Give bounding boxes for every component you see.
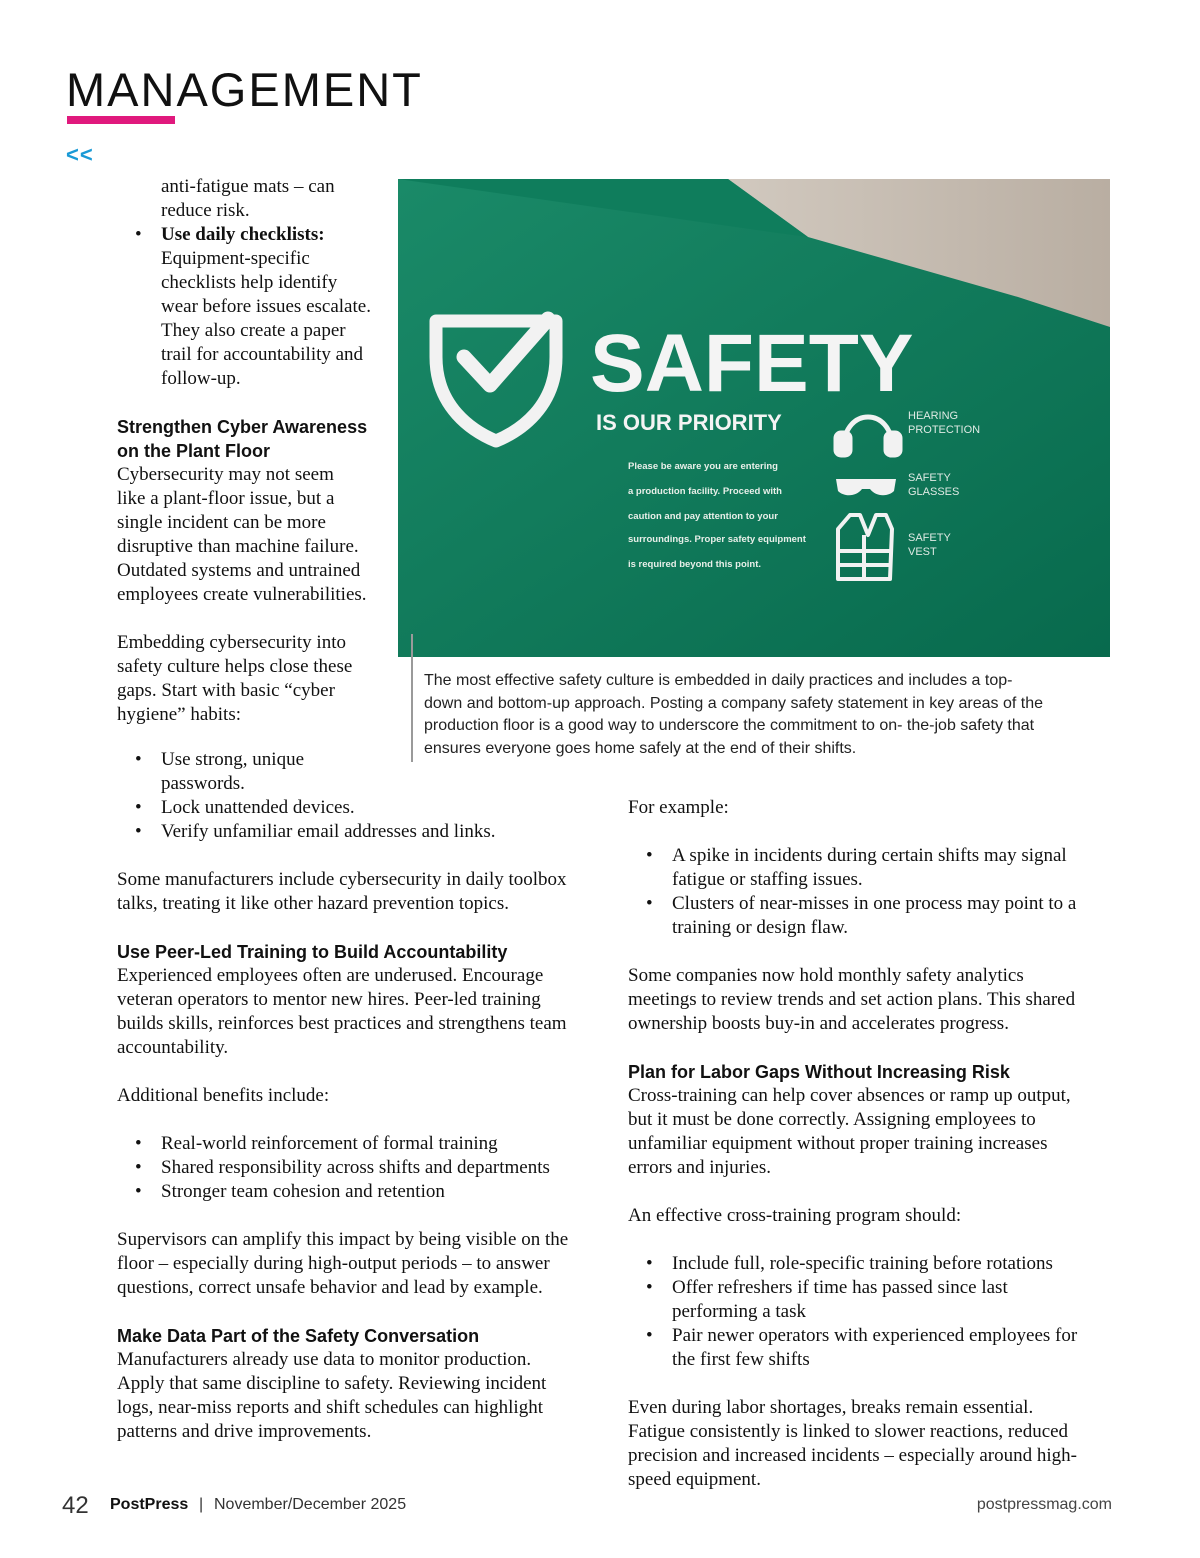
ppe-label: GLASSES [908, 486, 960, 498]
footer-separator: | [199, 1496, 204, 1513]
text-line: wear before issues escalate. [161, 296, 371, 317]
list-item: • A spike in incidents during certain shifts may signal fatigue or staffing issues. [628, 844, 1118, 892]
paragraph: Some manufacturers include cybersecurity in daily toolbox talks, treating it like other hazard prevention topics. [117, 869, 567, 914]
list-item: • Lock unattended devices. [117, 796, 597, 820]
subheading-data: Make Data Part of the Safety Conversation [117, 1326, 480, 1346]
ppe-label: HEARING [908, 410, 959, 422]
text-line: They also create a paper [161, 320, 346, 341]
sign-notice-line: Please be aware you are entering [628, 461, 778, 472]
sign-title: SAFETY [590, 318, 914, 409]
text-line: trail for accountability and [161, 344, 364, 365]
paragraph: Cybersecurity may not seem like a plant-floor issue, but a single incident can be more disruptive than machine failure. Outdated systems and untrained employees create vulnerabilities. [117, 464, 367, 605]
list-item [117, 223, 397, 391]
paragraph: An effective cross-training program should: [628, 1205, 962, 1226]
sign-notice-line: surroundings. Proper safety equipment [628, 534, 806, 545]
left-column-bottom [117, 748, 597, 1444]
sign-notice-line: is required beyond this point. [628, 559, 762, 570]
benefits-list [117, 1132, 597, 1204]
paragraph: Cross-training can help cover absences or ramp up output, but it must be done correctly. Assigning employees to unfamiliar equipment without proper training increases errors and injuries. [628, 1085, 1071, 1178]
sign-notice-line: a production facility. Proceed with [628, 486, 782, 497]
paragraph: Even during labor shortages, breaks remain essential. Fatigue consistently is linked to slower reactions, reduced precision and increased incidents – especially around high- speed equipment. [628, 1397, 1077, 1490]
text-line: follow-up. [161, 368, 241, 389]
list-item: • Shared responsibility across shifts and departments [117, 1156, 597, 1180]
text-line: checklists help identify [161, 272, 338, 293]
list-item: • Include full, role-specific training before rotations [628, 1252, 1118, 1276]
right-column [628, 796, 1118, 1492]
subheading-cyber: Strengthen Cyber Awareness on the Plant Floor [117, 417, 368, 461]
ppe-label: PROTECTION [908, 424, 981, 436]
photo-caption: The most effective safety culture is embedded in daily practices and includes a top- down and bottom-up approach. Posting a company safety statement in key areas of the production floor is a good way to underscore the commitment to on- the-job safety that ensures everyone goes home safely at the end of their shifts. [424, 672, 1044, 757]
subheading-peer-training: Use Peer-Led Training to Build Accountability [117, 942, 508, 962]
left-column-top [117, 175, 397, 727]
paragraph: Some companies now hold monthly safety analytics meetings to review trends and set action plans. This shared ownership boosts buy-in and accelerates progress. [628, 965, 1076, 1034]
list-item: • Clusters of near-misses in one process may point to a training or design flaw. [628, 892, 1118, 940]
list-item: • Offer refreshers if time has passed since last performing a task [628, 1276, 1118, 1324]
bullet-continuation [117, 175, 397, 391]
list-item: • Use strong, unique passwords. [117, 748, 597, 796]
list-item: • Stronger team cohesion and retention [117, 1180, 597, 1204]
magazine-name: PostPress [110, 1496, 189, 1513]
paragraph: Embedding cybersecurity into safety culture helps close these gaps. Start with basic “cyber hygiene” habits: [117, 632, 353, 725]
back-link[interactable]: << [66, 142, 94, 167]
text-line: Equipment-specific [161, 248, 310, 269]
ppe-label: SAFETY [908, 472, 951, 484]
list-item: • Real-world reinforcement of formal training [117, 1132, 597, 1156]
paragraph: For example: [628, 797, 729, 818]
cross-training-list [628, 1252, 1118, 1372]
examples-list [628, 844, 1118, 940]
cyber-habits-list [117, 748, 597, 844]
text-line: anti-fatigue mats – can [161, 176, 335, 197]
sign-subtitle: IS OUR PRIORITY [596, 410, 782, 435]
paragraph: Additional benefits include: [117, 1085, 330, 1106]
paragraph: Supervisors can amplify this impact by being visible on the floor – especially during high-output periods – to answer questions, correct unsafe behavior and lead by example. [117, 1229, 569, 1298]
paragraph: Experienced employees often are underused. Encourage veteran operators to mentor new hires. Peer-led training builds skills, reinforces best practices and strengthens team accountability. [117, 965, 567, 1058]
text-line: reduce risk. [161, 200, 250, 221]
paragraph: Manufacturers already use data to monitor production. Apply that same discipline to safety. Reviewing incident logs, near-miss reports and shift schedules can highlight patterns and drive improvements. [117, 1349, 547, 1442]
website-link[interactable]: postpressmag.com [976, 1496, 1112, 1513]
ppe-label: SAFETY [908, 532, 951, 544]
safety-sign-photo [398, 179, 1110, 657]
sign-notice-line: caution and pay attention to your [628, 511, 778, 522]
subheading-labor-gaps: Plan for Labor Gaps Without Increasing Risk [628, 1062, 1010, 1082]
page-footer [62, 1492, 1112, 1522]
page-number: 42 [62, 1492, 89, 1519]
section-accent-bar [67, 116, 175, 124]
list-item: • Pair newer operators with experienced employees for the first few shifts [628, 1324, 1118, 1372]
issue-date: November/December 2025 [214, 1496, 407, 1513]
caption-rule [411, 634, 413, 762]
list-item: • Verify unfamiliar email addresses and links. [117, 820, 597, 844]
ppe-label: VEST [908, 546, 937, 558]
bullet-bold-label: Use daily checklists: [161, 224, 325, 245]
section-title: MANAGEMENT [66, 63, 423, 116]
